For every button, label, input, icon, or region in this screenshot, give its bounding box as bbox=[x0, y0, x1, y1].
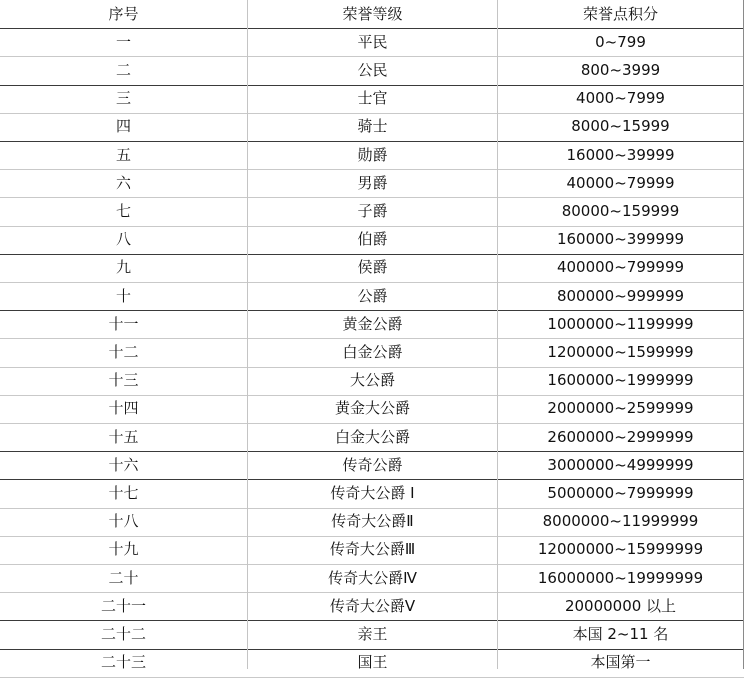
cell-points: 5000000~7999999 bbox=[547, 483, 694, 502]
table-row bbox=[0, 451, 750, 479]
cell-rank: 国王 bbox=[357, 653, 388, 672]
cell-rank: 男爵 bbox=[357, 173, 388, 192]
cell-rank: 白金公爵 bbox=[342, 342, 403, 361]
cell-rank: 公爵 bbox=[357, 286, 388, 305]
cell-rank: 勋爵 bbox=[357, 145, 388, 164]
cell-points: 1600000~1999999 bbox=[547, 371, 694, 390]
table-row bbox=[0, 113, 750, 141]
table-row bbox=[0, 423, 750, 451]
cell-points: 16000~39999 bbox=[566, 145, 675, 164]
cell-rank: 士官 bbox=[357, 89, 388, 108]
table-row bbox=[0, 564, 750, 592]
table-row bbox=[0, 197, 750, 225]
table-row bbox=[0, 28, 750, 56]
cell-rank: 传奇大公爵 Ⅰ bbox=[330, 483, 415, 502]
cell-seq: 十二 bbox=[108, 342, 139, 361]
cell-rank: 子爵 bbox=[357, 201, 388, 220]
table-row bbox=[0, 649, 750, 677]
cell-seq: 七 bbox=[115, 201, 131, 220]
cell-rank: 平民 bbox=[357, 32, 388, 51]
table-row bbox=[0, 395, 750, 423]
table-row bbox=[0, 367, 750, 395]
cell-rank: 伯爵 bbox=[357, 230, 388, 249]
table-row bbox=[0, 338, 750, 366]
cell-rank: 大公爵 bbox=[349, 371, 395, 390]
table-row bbox=[0, 592, 750, 620]
table-row bbox=[0, 282, 750, 310]
cell-points: 2000000~2599999 bbox=[547, 399, 694, 418]
cell-rank: 传奇大公爵Ⅴ bbox=[329, 596, 416, 615]
header-seq: 序号 bbox=[108, 4, 139, 23]
cell-seq: 十八 bbox=[108, 512, 139, 531]
cell-seq: 二十 bbox=[108, 568, 139, 587]
cell-seq: 二十三 bbox=[100, 653, 146, 672]
cell-seq: 十七 bbox=[108, 483, 139, 502]
cell-points: 3000000~4999999 bbox=[547, 455, 694, 474]
cell-points: 0~799 bbox=[595, 32, 646, 51]
column-divider bbox=[247, 0, 248, 669]
cell-seq: 十三 bbox=[108, 371, 139, 390]
cell-rank: 黄金大公爵 bbox=[334, 399, 410, 418]
cell-points: 20000000 以上 bbox=[564, 596, 677, 615]
cell-points: 80000~159999 bbox=[561, 201, 680, 220]
cell-rank: 传奇大公爵Ⅳ bbox=[328, 568, 417, 587]
cell-seq: 一 bbox=[115, 32, 131, 51]
cell-points: 800~3999 bbox=[580, 60, 661, 79]
table-row bbox=[0, 310, 750, 338]
cell-rank: 黄金公爵 bbox=[342, 314, 403, 333]
column-divider bbox=[497, 0, 498, 669]
header-rank: 荣誉等级 bbox=[342, 4, 403, 23]
cell-points: 1000000~1199999 bbox=[547, 314, 694, 333]
table-row bbox=[0, 620, 750, 648]
table-row bbox=[0, 141, 750, 169]
table-row bbox=[0, 226, 750, 254]
cell-rank: 白金大公爵 bbox=[334, 427, 410, 446]
cell-points: 800000~999999 bbox=[556, 286, 685, 305]
cell-rank: 传奇公爵 bbox=[342, 455, 403, 474]
cell-seq: 十九 bbox=[108, 540, 139, 559]
cell-points: 本国 2~11 名 bbox=[572, 624, 669, 643]
cell-points: 4000~7999 bbox=[576, 89, 665, 108]
cell-seq: 十 bbox=[115, 286, 131, 305]
cell-seq: 五 bbox=[115, 145, 131, 164]
cell-points: 本国第一 bbox=[590, 653, 651, 672]
cell-rank: 骑士 bbox=[357, 117, 388, 136]
cell-points: 16000000~19999999 bbox=[537, 568, 704, 587]
table-row bbox=[0, 85, 750, 113]
header-points: 荣誉点积分 bbox=[582, 4, 658, 23]
cell-seq: 十一 bbox=[108, 314, 139, 333]
cell-points: 40000~79999 bbox=[566, 173, 675, 192]
cell-points: 8000~15999 bbox=[571, 117, 670, 136]
table-row bbox=[0, 169, 750, 197]
cell-seq: 十四 bbox=[108, 399, 139, 418]
table-row bbox=[0, 536, 750, 564]
cell-seq: 六 bbox=[115, 173, 131, 192]
table-header-row bbox=[0, 0, 750, 28]
cell-rank: 传奇大公爵Ⅱ bbox=[331, 512, 414, 531]
cell-seq: 三 bbox=[115, 89, 131, 108]
cell-points: 8000000~11999999 bbox=[542, 512, 699, 531]
table-row bbox=[0, 254, 750, 282]
cell-seq: 四 bbox=[115, 117, 131, 136]
cell-points: 12000000~15999999 bbox=[537, 540, 704, 559]
cell-seq: 二十二 bbox=[100, 624, 146, 643]
cell-seq: 二 bbox=[115, 60, 131, 79]
column-divider bbox=[743, 0, 744, 669]
cell-seq: 十五 bbox=[108, 427, 139, 446]
cell-points: 400000~799999 bbox=[556, 258, 685, 277]
cell-rank: 侯爵 bbox=[357, 258, 388, 277]
cell-points: 160000~399999 bbox=[556, 230, 685, 249]
cell-rank: 传奇大公爵Ⅲ bbox=[329, 540, 416, 559]
cell-points: 2600000~2999999 bbox=[547, 427, 694, 446]
cell-seq: 十六 bbox=[108, 455, 139, 474]
cell-seq: 二十一 bbox=[100, 596, 146, 615]
cell-seq: 八 bbox=[115, 230, 131, 249]
cell-rank: 亲王 bbox=[357, 624, 388, 643]
table-row bbox=[0, 56, 750, 84]
cell-points: 1200000~1599999 bbox=[547, 342, 694, 361]
table-row bbox=[0, 479, 750, 507]
cell-rank: 公民 bbox=[357, 60, 388, 79]
cell-seq: 九 bbox=[115, 258, 131, 277]
table-row bbox=[0, 508, 750, 536]
